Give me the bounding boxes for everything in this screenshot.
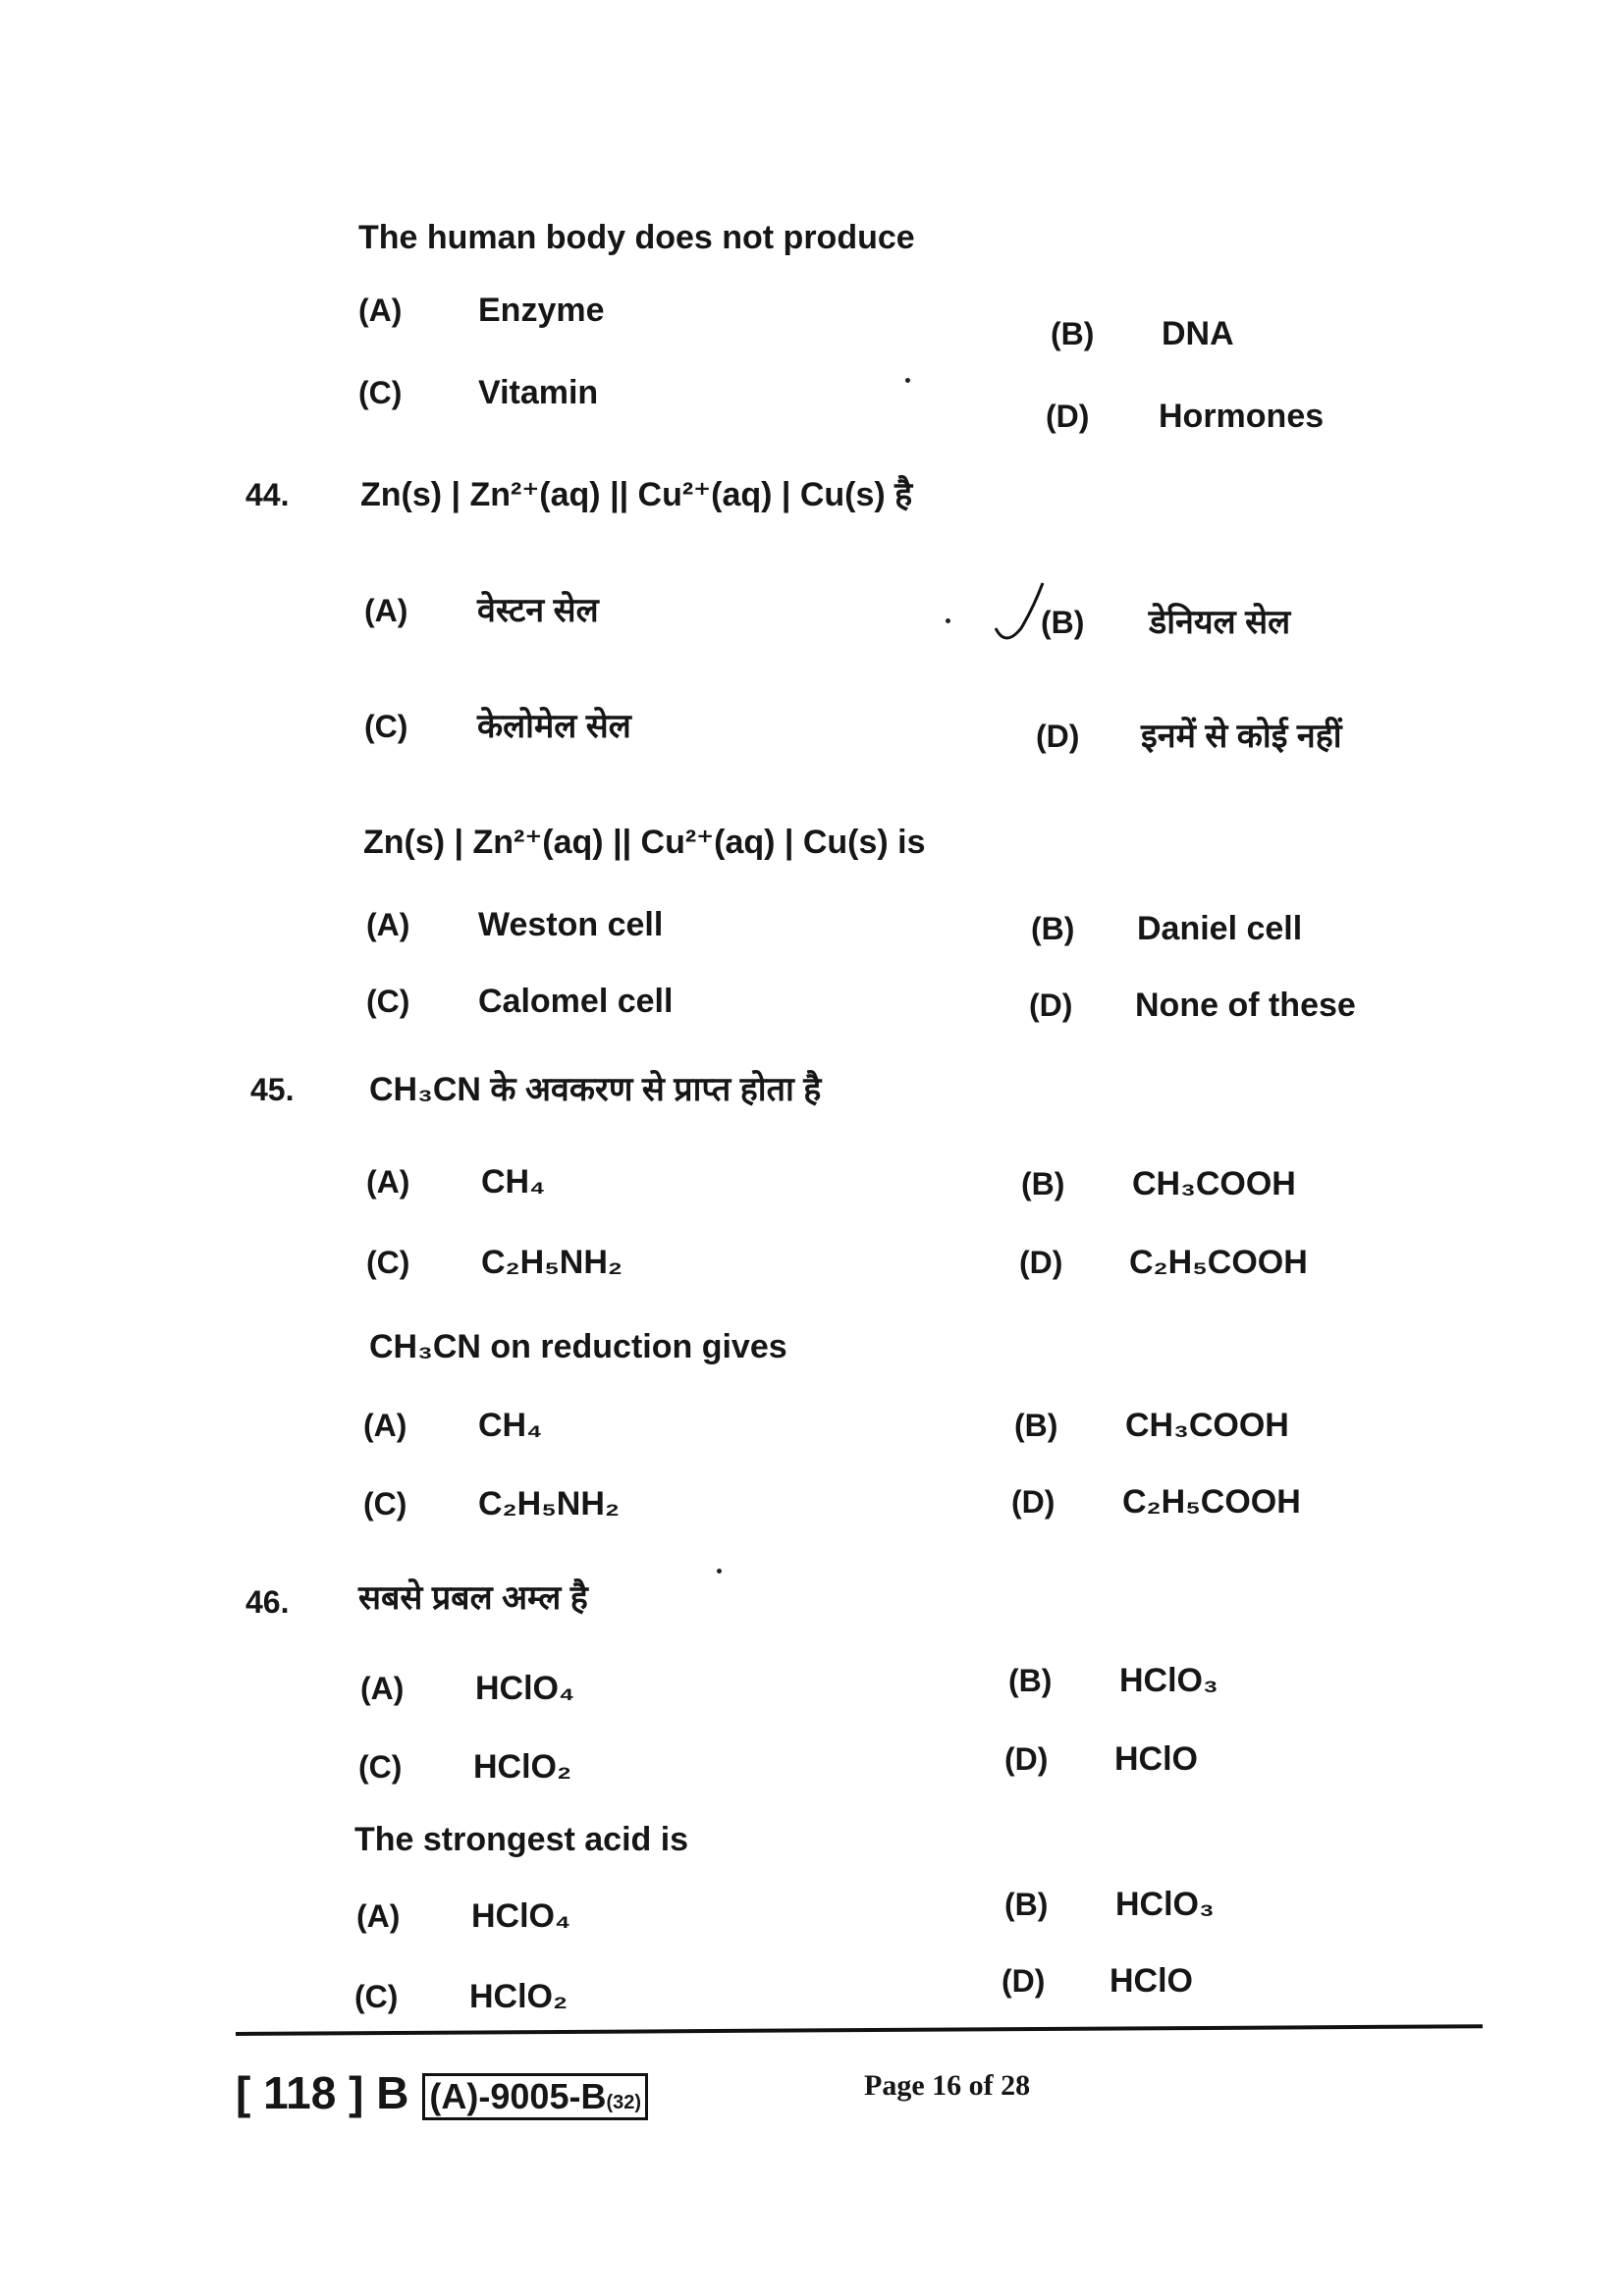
option-d-text: C₂H₅COOH bbox=[1129, 1244, 1308, 1281]
stray-dot bbox=[946, 618, 950, 623]
option-d-label: (D) bbox=[1019, 1245, 1063, 1280]
option-c-text: HClO₂ bbox=[473, 1748, 572, 1786]
stray-dot bbox=[717, 1569, 722, 1574]
option-d-text: HClO bbox=[1114, 1740, 1198, 1778]
option-c-label: (C) bbox=[358, 1749, 403, 1785]
option-b-label: (B) bbox=[1031, 911, 1075, 946]
page-number: Page 16 of 28 bbox=[864, 2069, 1031, 2102]
option-a-label: (A) bbox=[363, 1408, 407, 1443]
paper-code bbox=[422, 2073, 648, 2120]
stray-dot bbox=[905, 378, 910, 383]
option-d-label: (D) bbox=[1001, 1963, 1046, 1999]
option-b-text: HClO₃ bbox=[1119, 1662, 1218, 1699]
option-a-label: (A) bbox=[366, 907, 410, 942]
question-stem: CH₃CN के अवकरण से प्राप्त होता है bbox=[369, 1071, 822, 1108]
option-d-text: Hormones bbox=[1159, 398, 1325, 435]
option-b-text: CH₃COOH bbox=[1125, 1407, 1289, 1444]
option-b-text: HClO₃ bbox=[1115, 1886, 1215, 1923]
option-c-label: (C) bbox=[363, 1486, 407, 1522]
option-b-label: (B) bbox=[1021, 1166, 1065, 1201]
option-d-label: (D) bbox=[1029, 988, 1073, 1023]
option-c-text: Vitamin bbox=[478, 374, 599, 411]
option-b-label: (B) bbox=[1041, 605, 1085, 640]
question-stem: The human body does not produce bbox=[358, 219, 915, 256]
option-a-text: HClO₄ bbox=[471, 1897, 571, 1935]
option-c-label: (C) bbox=[364, 709, 408, 744]
question-number: 46. bbox=[245, 1584, 290, 1620]
option-c-label: (C) bbox=[366, 1245, 410, 1280]
footer-reference bbox=[236, 2066, 648, 2120]
option-a-label: (A) bbox=[356, 1898, 401, 1934]
option-d-text: HClO bbox=[1110, 1962, 1193, 2000]
question-stem: Zn(s) | Zn²⁺(aq) || Cu²⁺(aq) | Cu(s) is bbox=[363, 824, 926, 861]
option-d-text: C₂H₅COOH bbox=[1122, 1483, 1301, 1521]
option-a-text: वेस्टन सेल bbox=[477, 592, 599, 629]
option-b-text: Daniel cell bbox=[1137, 910, 1303, 947]
option-c-label: (C) bbox=[366, 984, 410, 1019]
option-b-label: (B) bbox=[1008, 1663, 1053, 1698]
option-d-label: (D) bbox=[1036, 719, 1080, 754]
option-c-text: C₂H₅NH₂ bbox=[478, 1485, 621, 1522]
option-c-text: Calomel cell bbox=[478, 983, 674, 1020]
question-stem: सबसे प्रबल अम्ल है bbox=[358, 1579, 588, 1617]
option-c-label: (C) bbox=[354, 1979, 399, 2014]
question-stem: The strongest acid is bbox=[354, 1821, 689, 1858]
option-a-text: CH₄ bbox=[478, 1407, 543, 1444]
option-b-label: (B) bbox=[1004, 1887, 1049, 1922]
option-b-text: DNA bbox=[1162, 315, 1234, 352]
option-b-text: CH₃COOH bbox=[1132, 1165, 1296, 1202]
option-b-text: डेनियल सेल bbox=[1149, 604, 1291, 641]
option-d-text: इनमें से कोई नहीं bbox=[1141, 718, 1342, 755]
option-a-label: (A) bbox=[358, 293, 403, 328]
option-a-text: Weston cell bbox=[478, 906, 664, 943]
handwritten-tick-mark-icon bbox=[992, 579, 1051, 653]
option-a-label: (A) bbox=[364, 593, 408, 628]
option-c-text: HClO₂ bbox=[469, 1978, 568, 2015]
option-d-label: (D) bbox=[1011, 1484, 1056, 1520]
page-ref: [ 118 ] B bbox=[236, 2067, 409, 2118]
option-a-text: CH₄ bbox=[481, 1163, 546, 1201]
option-c-label: (C) bbox=[358, 375, 403, 410]
question-stem: CH₃CN on reduction gives bbox=[369, 1328, 787, 1365]
option-c-text: केलोमेल सेल bbox=[477, 708, 631, 745]
option-a-label: (A) bbox=[366, 1164, 410, 1200]
option-a-text: HClO₄ bbox=[475, 1670, 575, 1707]
option-b-label: (B) bbox=[1014, 1408, 1058, 1443]
footer-divider bbox=[236, 2024, 1483, 2036]
option-b-label: (B) bbox=[1051, 316, 1095, 351]
option-a-label: (A) bbox=[360, 1671, 405, 1706]
option-a-text: Enzyme bbox=[478, 292, 605, 329]
question-number: 45. bbox=[250, 1072, 295, 1107]
question-stem: Zn(s) | Zn²⁺(aq) || Cu²⁺(aq) | Cu(s) है bbox=[360, 476, 913, 513]
option-d-label: (D) bbox=[1004, 1741, 1049, 1777]
question-number: 44. bbox=[245, 477, 290, 512]
paper-code-text: (A)-9005-B bbox=[429, 2075, 607, 2116]
paper-code-suffix: (32) bbox=[606, 2091, 642, 2113]
option-c-text: C₂H₅NH₂ bbox=[481, 1244, 623, 1281]
option-d-text: None of these bbox=[1135, 987, 1356, 1024]
option-d-label: (D) bbox=[1046, 399, 1090, 434]
